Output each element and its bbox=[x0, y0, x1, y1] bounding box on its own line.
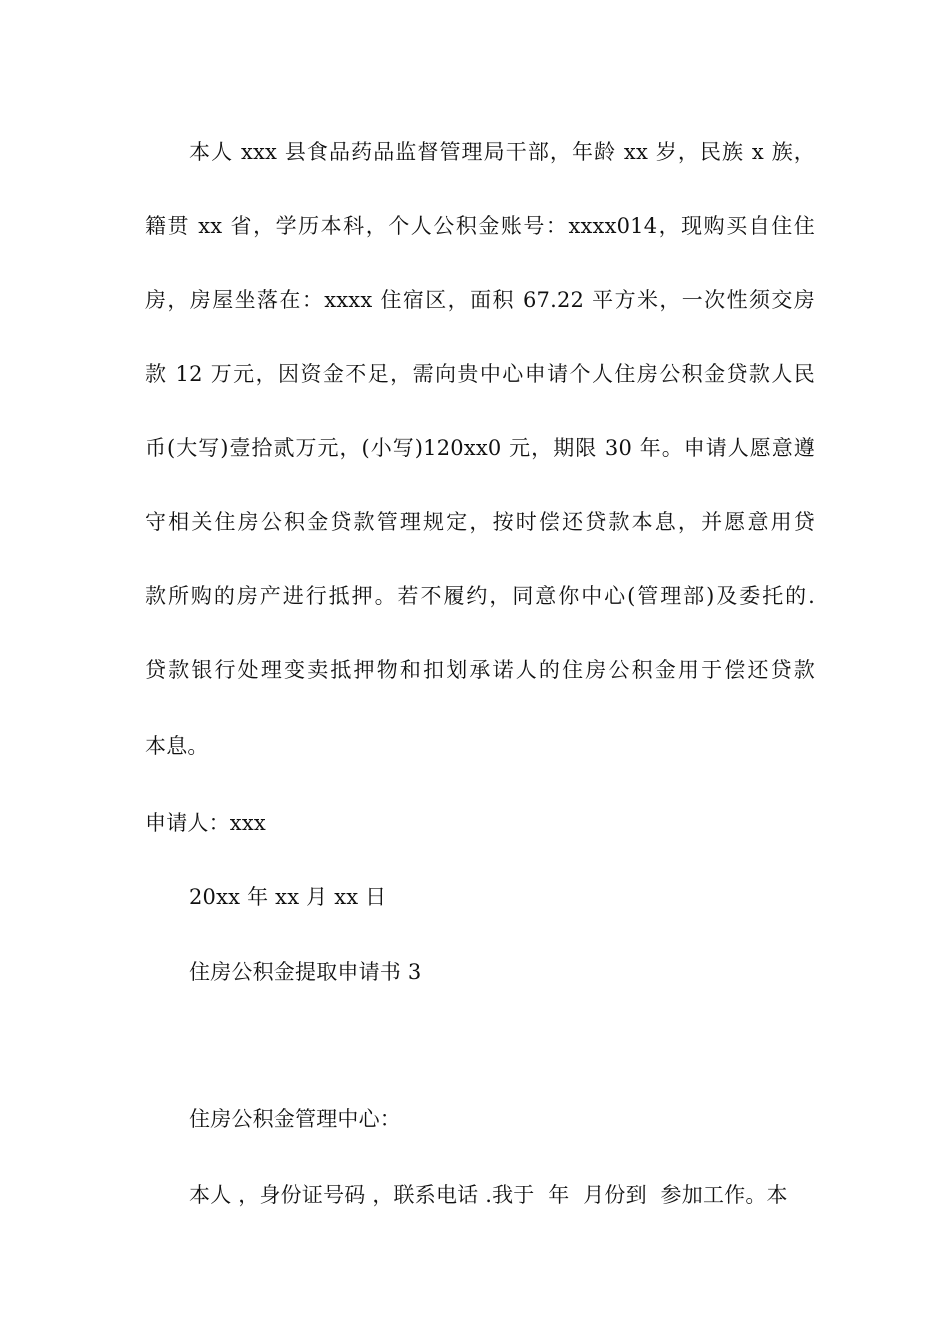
paragraph2-line-1: 本人 ，身份证号码 ，联系电话 .我于 年 月份到 参加工作。本 bbox=[189, 1183, 788, 1207]
paragraph1-line-3: 房，房屋坐落在：xxxx 住宿区，面积 67.22 平方米，一次性须交房 bbox=[145, 288, 815, 312]
paragraph1-line-7: 款所购的房产进行抵押。若不履约，同意你中心(管理部)及委托的. bbox=[145, 584, 815, 608]
paragraph1-line-4: 款 12 万元，因资金不足，需向贵中心申请个人住房公积金贷款人民 bbox=[145, 362, 815, 386]
section-title: 住房公积金提取申请书 3 bbox=[189, 960, 422, 984]
paragraph1-line-2: 籍贯 xx 省，学历本科，个人公积金账号：xxxx014，现购买自住住 bbox=[145, 214, 815, 238]
paragraph1-line-9: 本息。 bbox=[145, 734, 209, 758]
addressee: 住房公积金管理中心： bbox=[189, 1107, 401, 1131]
applicant-signature: 申请人：xxx bbox=[145, 811, 266, 835]
application-date: 20xx 年 xx 月 xx 日 bbox=[189, 885, 387, 909]
paragraph1-line-8: 贷款银行处理变卖抵押物和扣划承诺人的住房公积金用于偿还贷款 bbox=[145, 658, 815, 682]
paragraph1-line-6: 守相关住房公积金贷款管理规定，按时偿还贷款本息，并愿意用贷 bbox=[145, 510, 815, 534]
paragraph1-line-1: 本人 xxx 县食品药品监督管理局干部，年龄 xx 岁，民族 x 族， bbox=[189, 140, 815, 164]
paragraph1-line-5: 币(大写)壹拾贰万元，(小写)120xx0 元，期限 30 年。申请人愿意遵 bbox=[145, 436, 815, 460]
